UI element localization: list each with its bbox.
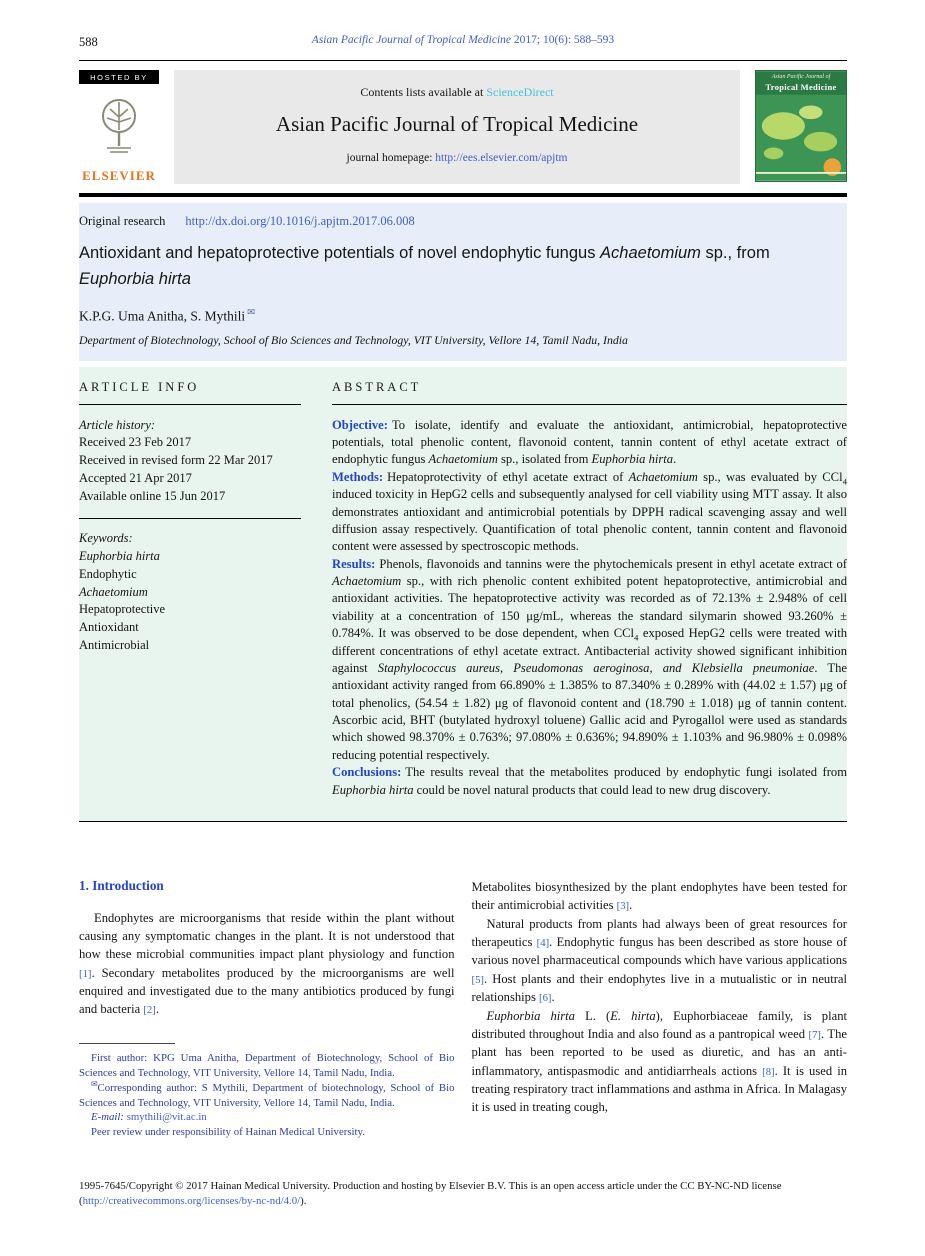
footnote-first-author — [79, 1051, 455, 1081]
text-segment: exposed HepG2 cells were treated with different concentrations of ethyl acetate extract. Antibacterial activity showed significant inhibition against — [332, 626, 848, 675]
article-info-heading: ARTICLE INFO — [79, 380, 301, 405]
text-segment: Endophytes are microorganisms that reside within the plant without causing any symptomatic changes in the plant. It is not understood that how these microbial communities impact plant physiology and function — [79, 910, 455, 962]
keywords-list — [79, 530, 301, 654]
text-segment: Euphorbia hirta — [591, 452, 674, 467]
journal-title: Asian Pacific Journal of Tropical Medicine — [275, 112, 639, 136]
text-segment: Euphorbia hirta — [79, 269, 191, 288]
abstract-text-results — [332, 557, 847, 762]
paragraph — [472, 878, 848, 915]
ref-2[interactable]: [2] — [143, 1004, 156, 1017]
text-segment: . Secondary metabolites produced by the microorganisms are well enquired and investigated due to the many antibiotics produced by fungi and bacteria — [79, 965, 455, 1017]
text-segment: sp., was evaluated by CCl — [697, 469, 843, 484]
page-number: 588 — [79, 35, 98, 49]
abstract-column — [332, 380, 847, 799]
text-segment: Achaetomium — [79, 584, 148, 599]
text-segment: Corresponding author: S Mythili, Department of biotechnology, School of Bio Sciences and Technology, VIT University, Vellore 14, Tamil Nadu, India. — [79, 1081, 455, 1109]
abstract-heading: ABSTRACT — [332, 380, 847, 405]
ref-4[interactable]: [4] — [536, 936, 550, 949]
keyword-item — [79, 548, 301, 566]
affiliation: Department of Biotechnology, School of Bio Sciences and Technology, VIT University, Vellore 14, Tamil Nadu, India — [79, 332, 628, 347]
text-segment: L. ( — [574, 1008, 611, 1023]
text-segment: First author: KPG Uma Anitha, Department of Biotechnology, School of Bio Sciences and Technology, VIT University, Vellore 14, Tamil Nadu, India. — [79, 1051, 455, 1079]
ref-8[interactable]: [8] — [762, 1065, 775, 1078]
text-segment: Hepatoprotectivity of ethyl acetate extract of — [387, 469, 629, 484]
header-rule — [79, 60, 847, 61]
contents-line — [174, 85, 740, 100]
text-segment: Endophytic — [79, 566, 137, 581]
sciencedirect-link[interactable]: ScienceDirect — [486, 85, 554, 99]
cover-title-line2: Tropical Medicine — [765, 82, 837, 92]
text-segment: . — [673, 452, 677, 467]
journal-citation[interactable] — [79, 34, 847, 46]
text-segment: . — [155, 1002, 159, 1017]
text-segment: Achaetomium — [600, 244, 701, 262]
copyright-line — [79, 1179, 847, 1210]
footnote-peer-review — [79, 1125, 455, 1140]
abstract-body — [332, 417, 847, 799]
keyword-item — [79, 601, 301, 619]
elsevier-tree-icon — [79, 84, 159, 168]
text-segment: Antimicrobial — [79, 637, 150, 652]
info-divider — [79, 518, 301, 519]
abstract-label-methods: Methods: — [332, 469, 384, 484]
text-segment: Achaetomium — [628, 469, 698, 484]
text-segment: 4 — [842, 476, 847, 487]
text-segment: Achaetomium — [332, 574, 402, 588]
keyword-item — [79, 637, 301, 655]
footnote-rule — [79, 1043, 175, 1044]
text-segment: Asian Pacific Journal of Tropical Medicine — [311, 34, 511, 46]
contents-prefix: Contents lists available at — [360, 85, 487, 99]
article-history — [79, 417, 301, 506]
journal-banner — [174, 70, 740, 184]
text-segment: 1995-7645/Copyright © 2017 Hainan Medical University. Production and hosting by Elsevier B.V. This is an open access article under the CC BY-NC-ND license ( — [79, 1179, 782, 1208]
author-names: K.P.G. Uma Anitha, S. Mythili — [79, 308, 246, 324]
right-column — [472, 878, 848, 1140]
text-segment: ), Euphorbiaceae family, is plant distributed throughout India and also found as a pantropical weed — [471, 1008, 847, 1041]
text-segment: . The antioxidant activity ranged from 66.890% ± 1.385% to 87.340% ± 0.289% with (44.02 ± 1.57) μg of total phenolics, (54.54 ± 1.82) μg of flavonoid content and (18.790 ± 1.018) μg of tannin content. Ascorbic acid, BHT (butylated hydroxyl toluene) Gallic acid and Pyrogallol were used as standards which showed 98.370% ± 0.763%; 97.080% ± 0.636%; 94.890% ± 1.103% and 96.980% ± 0.098% reducing potential respectively. — [332, 660, 847, 762]
keyword-item — [79, 584, 301, 602]
history-item: Received in revised form 22 Mar 2017 — [79, 453, 273, 468]
homepage-line — [174, 152, 740, 164]
article-header — [79, 203, 847, 361]
abstract-label-objective: Objective: — [332, 417, 388, 432]
elsevier-tree-drawing — [93, 94, 145, 158]
paragraph — [79, 909, 455, 1019]
text-segment: induced toxicity in HepG2 cells and subsequently analysed for cell viability using MTT assay. It also demonstrates antioxidant and antimicrobial potentials by DPPH radical scavenging assay and well diffusion assay respectively. Quantification of total phenolic content, tannin content and flavonoid content were assessed by spectroscopic methods. — [332, 487, 847, 554]
ref-7[interactable]: [7] — [808, 1028, 821, 1041]
section-heading-introduction: 1. Introduction — [79, 877, 164, 893]
text-segment: 4 — [634, 632, 639, 643]
ref-1[interactable]: [1] — [79, 967, 92, 980]
text-segment: To isolate, identify and evaluate the antioxidant, antimicrobial, hepatoprotective potentials, total phenolic content, flavonoid content, tannin content of ethyl acetate extract of endophytic fungus — [332, 417, 847, 467]
article-type-label: Original research — [79, 214, 166, 228]
abstract-label-conclusions: Conclusions: — [332, 765, 402, 780]
text-segment: Hepatoprotective — [79, 602, 166, 617]
footnote-corresponding-author — [79, 1081, 455, 1111]
abstract-section-objective — [332, 417, 847, 469]
history-item: Accepted 21 Apr 2017 — [79, 470, 192, 485]
text-segment: . It is used in treating respiratory tract inflammations and asthma in Africa. In Malagasy it is used in treating cough, — [471, 1063, 847, 1115]
text-segment: Peer review under responsibility of Hainan Medical University. — [91, 1126, 365, 1139]
text-segment: E. hirta — [610, 1008, 656, 1023]
abstract-section-results — [332, 556, 847, 765]
masthead-rule — [79, 193, 847, 197]
history-label: Article history: — [79, 417, 156, 432]
journal-masthead — [79, 70, 847, 184]
abstract-text-objective — [332, 418, 847, 467]
footnotes — [79, 1043, 455, 1140]
article-title — [79, 241, 847, 292]
hosted-by-label: HOSTED BY — [79, 70, 159, 84]
history-item: Received 23 Feb 2017 — [79, 435, 192, 450]
keywords-label: Keywords: — [79, 531, 133, 546]
abstract-section-methods — [332, 469, 847, 556]
text-segment: ). — [300, 1195, 307, 1208]
text-segment: Euphorbia hirta — [332, 782, 414, 797]
info-abstract-section — [79, 367, 847, 822]
text-segment: Natural products from plants had always been of great resources for therapeutics — [471, 916, 847, 949]
email-link[interactable]: smythili@vit.ac.in — [126, 1111, 207, 1124]
text-segment: Euphorbia hirta — [486, 1008, 575, 1023]
article-body — [79, 878, 847, 1140]
ref-6[interactable]: [6] — [539, 992, 552, 1005]
homepage-prefix: journal homepage: — [346, 152, 436, 164]
text-segment: Phenols, flavonoids and tannins were the phytochemicals present in ethyl acetate extract of — [379, 556, 847, 571]
doi-link[interactable]: http://dx.doi.org/10.1016/j.apjtm.2017.06.008 — [185, 214, 415, 228]
corresponding-author-icon[interactable]: ✉ — [247, 308, 256, 319]
abstract-text-methods — [332, 470, 847, 554]
text-segment: Metabolites biosynthesized by the plant endophytes have been tested for their antimicrobial activities — [471, 879, 847, 913]
journal-homepage-link[interactable]: http://ees.elsevier.com/apjtm — [435, 152, 568, 164]
text-segment: The results reveal that the metabolites produced by endophytic fungi isolated from — [405, 765, 847, 780]
text-segment: Antioxidant — [79, 620, 139, 635]
article-info-column — [79, 380, 301, 799]
text-segment: Staphylococcus aureus, Pseudomonas aeroginosa, and Klebsiella pneumoniae — [377, 660, 815, 675]
paragraph — [472, 915, 848, 1007]
history-item: Available online 15 Jun 2017 — [79, 488, 226, 503]
cc-license-link[interactable]: http://creativecommons.org/licenses/by-nc-nd/4.0/ — [82, 1195, 301, 1208]
article-meta-row — [79, 214, 847, 229]
ref-5[interactable]: [5] — [471, 973, 484, 986]
text-segment: could be novel natural products that could lead to new drug discovery. — [413, 782, 771, 797]
abstract-section-conclusions — [332, 764, 847, 799]
authors-line — [79, 307, 847, 325]
journal-cover-thumbnail — [755, 70, 847, 182]
text-segment: . — [629, 898, 633, 913]
running-head — [79, 34, 847, 51]
text-segment: . The plant has been reported to be used as diuretic, and has an anti-inflammatory, antispasmodic and antidiarrheals actions — [471, 1026, 847, 1078]
footnote-email — [79, 1110, 455, 1125]
text-segment: sp., from — [700, 244, 770, 262]
text-segment: . Endophytic fungus has been described as store house of various novel pharmaceutical compounds which have various applications — [471, 934, 847, 968]
abstract-label-results: Results: — [332, 556, 376, 571]
text-segment: Antioxidant and hepatoprotective potentials of novel endophytic fungus — [79, 244, 601, 262]
text-segment: . Host plants and their endophytes live in a mutualistic or in neutral relationships — [471, 971, 847, 1005]
text-segment: sp., isolated from — [497, 452, 592, 467]
left-column — [79, 878, 455, 1140]
text-segment: Euphorbia hirta — [79, 549, 160, 564]
ref-3[interactable]: [3] — [616, 900, 630, 913]
abstract-text-conclusions — [332, 765, 847, 796]
text-segment: Achaetomium — [428, 452, 498, 467]
cover-title-line1: Asian Pacific Journal of — [771, 74, 831, 80]
keyword-item — [79, 619, 301, 637]
paragraph — [472, 1007, 848, 1117]
keyword-item — [79, 566, 301, 584]
elsevier-logo-block — [79, 70, 159, 184]
text-segment: E-mail: — [91, 1111, 127, 1124]
elsevier-wordmark: ELSEVIER — [82, 168, 156, 183]
text-segment: 2017; 10(6): 588–593 — [511, 34, 615, 46]
text-segment: . — [551, 990, 555, 1005]
text-segment: sp., with rich phenolic content exhibited potent hepatoprotective, antimicrobial and antioxidant activities. The hepatoprotective activity was recorded as of 72.13% ± 2.948% of cell viability at a concentration of 150 μg/mL, whereas the standard silymarin showed 93.260% ± 0.784%. It was observed to be dose dependent, when CCl — [332, 574, 847, 641]
text-segment: ✉ — [91, 1079, 98, 1089]
